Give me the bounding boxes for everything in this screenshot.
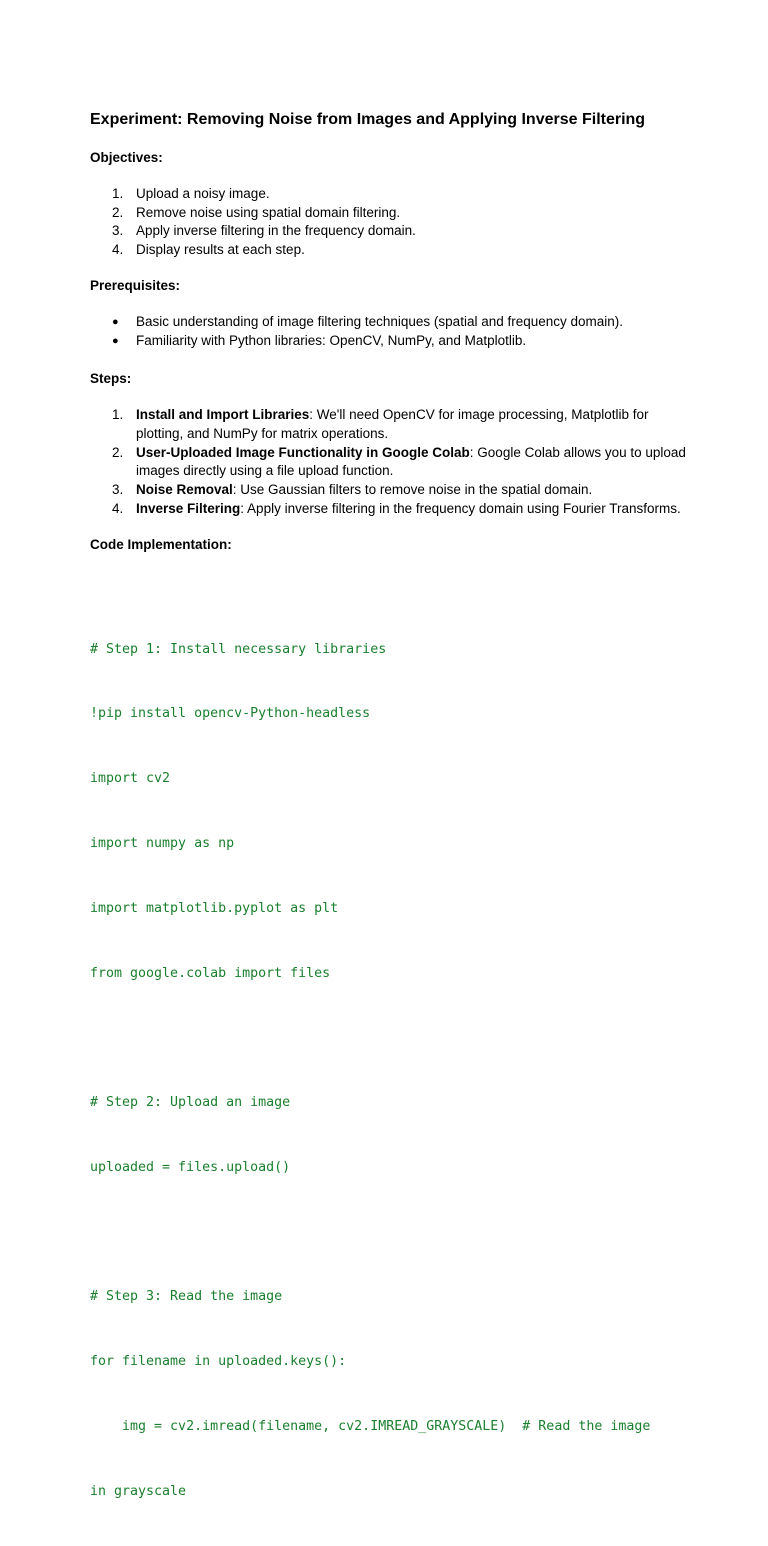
- code-line: for filename in uploaded.keys():: [90, 1354, 347, 1370]
- code-line: import numpy as np: [90, 835, 235, 851]
- bullet-icon: ●: [112, 334, 119, 347]
- list-number: 1.: [112, 407, 124, 423]
- step-text: : We'll need OpenCV for image processing, Matplotlib for plotting, and NumPy for matrix operations.: [136, 407, 649, 441]
- code-line: in grayscale: [90, 1483, 187, 1499]
- list-number: 2.: [112, 204, 124, 220]
- list-number: 4.: [112, 500, 124, 516]
- code-block: [90, 595, 690, 1545]
- objectives-heading: Objectives:: [90, 150, 163, 165]
- objectives-list: [90, 185, 690, 260]
- list-number: 2.: [112, 444, 124, 460]
- code-line: img = cv2.imread(filename, cv2.IMREAD_GRAYSCALE) # Read the image: [90, 1419, 651, 1434]
- step-item: [90, 444, 690, 481]
- code-line-blank: [90, 1222, 690, 1244]
- step-title: User-Uploaded Image Functionality in Google Colab: [136, 444, 470, 460]
- prerequisite-text: Basic understanding of image filtering techniques (spatial and frequency domain).: [136, 313, 624, 329]
- step-title: Noise Removal: [136, 482, 233, 498]
- prerequisite-item: [90, 332, 690, 351]
- code-line: # Step 2: Upload an image: [90, 1095, 291, 1111]
- document-page: [90, 108, 690, 1546]
- prerequisite-text: Familiarity with Python libraries: OpenCV, NumPy, and Matplotlib.: [136, 332, 527, 348]
- steps-heading: Steps:: [90, 371, 132, 387]
- step-title: Inverse Filtering: [136, 500, 241, 516]
- code-line: # Step 1: Install necessary libraries: [90, 641, 387, 657]
- code-line: import cv2: [90, 771, 171, 787]
- objective-item: [90, 222, 690, 241]
- step-text: : Google Colab allows you to upload images directly using a file upload function.: [136, 444, 686, 479]
- code-line: import matplotlib.pyplot as plt: [90, 900, 339, 916]
- list-number: 1.: [112, 186, 124, 201]
- prerequisite-item: [90, 313, 690, 332]
- step-text: : Use Gaussian filters to remove noise in the spatial domain.: [232, 482, 593, 498]
- step-item: [90, 500, 690, 519]
- code-line: !pip install opencv-Python-headless: [90, 706, 371, 722]
- objective-text: Apply inverse filtering in the frequency domain.: [136, 223, 416, 239]
- objective-text: Display results at each step.: [136, 242, 305, 258]
- code-line-blank: [90, 1027, 690, 1049]
- step-text: : Apply inverse filtering in the frequency domain using Fourier Transforms.: [240, 500, 681, 516]
- objective-text: Upload a noisy image.: [136, 186, 270, 201]
- code-line: # Step 3: Read the image: [90, 1289, 283, 1305]
- document-title: Experiment: Removing Noise from Images and Applying Inverse Filtering: [90, 111, 646, 128]
- bullet-icon: ●: [112, 315, 119, 328]
- step-title: Install and Import Libraries: [136, 407, 310, 423]
- code-implementation-heading: Code Implementation:: [90, 537, 232, 553]
- objective-item: [90, 241, 690, 260]
- objective-item: [90, 204, 690, 223]
- prerequisites-heading: Prerequisites:: [90, 277, 181, 293]
- objective-text: Remove noise using spatial domain filtering.: [136, 204, 401, 220]
- list-number: 4.: [112, 242, 124, 258]
- step-item: [90, 406, 690, 443]
- objective-item: [90, 185, 690, 204]
- list-number: 3.: [112, 223, 124, 239]
- list-number: 3.: [112, 482, 124, 498]
- code-line: uploaded = files.upload(): [90, 1159, 291, 1175]
- prerequisites-list: [90, 313, 690, 350]
- code-line: from google.colab import files: [90, 965, 331, 981]
- steps-list: [90, 406, 690, 518]
- step-item: [90, 481, 690, 500]
